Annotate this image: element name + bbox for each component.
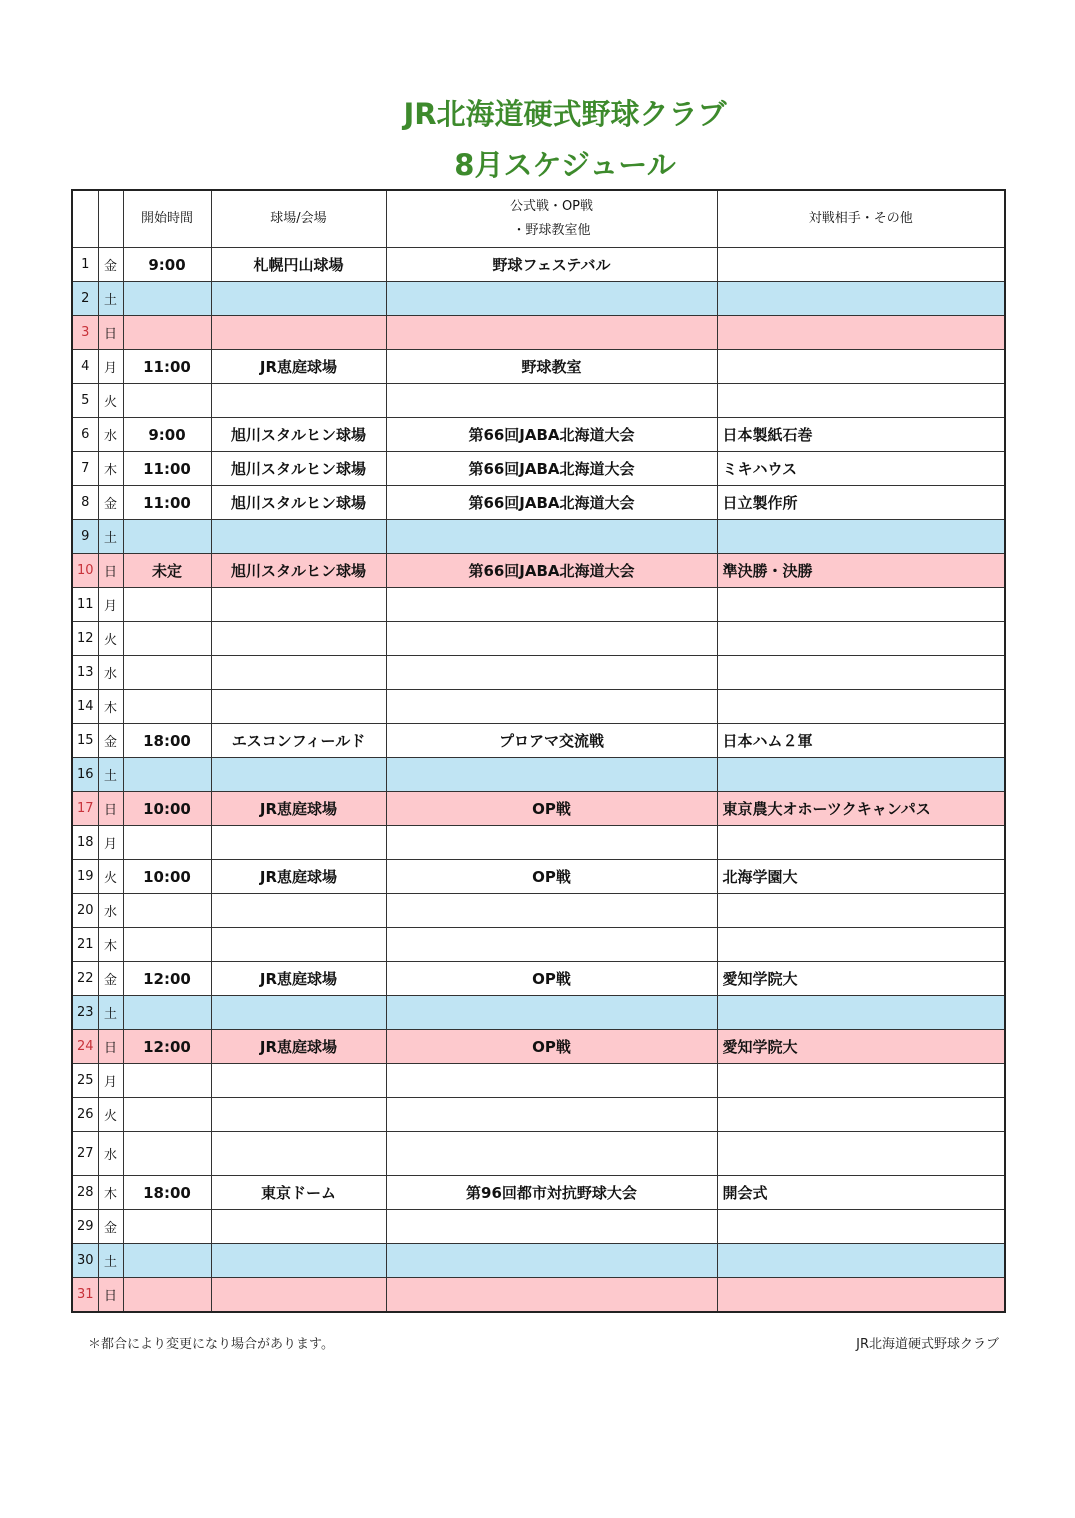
cell-opponent: ミキハウス [717,452,1005,486]
cell-opponent [717,690,1005,724]
cell-date: 9 [72,520,98,554]
table-row [72,962,1005,996]
cell-event [386,1244,717,1278]
cell-weekday: 土 [98,996,123,1030]
header-row [72,190,1005,248]
header-opponent: 対戦相手・その他 [717,190,1005,248]
table-row [72,1176,1005,1210]
table-row [72,350,1005,384]
cell-venue [211,1210,386,1244]
cell-event [386,520,717,554]
cell-date: 21 [72,928,98,962]
cell-start-time: 18:00 [123,724,211,758]
table-row [72,384,1005,418]
cell-venue: 札幌円山球場 [211,248,386,282]
cell-event [386,928,717,962]
table-row [72,1210,1005,1244]
cell-weekday: 土 [98,1244,123,1278]
cell-start-time: 18:00 [123,1176,211,1210]
table-row [72,724,1005,758]
cell-weekday: 木 [98,1176,123,1210]
cell-opponent [717,588,1005,622]
cell-venue [211,520,386,554]
cell-event [386,1132,717,1176]
table-row [72,452,1005,486]
cell-opponent [717,520,1005,554]
cell-start-time [123,1278,211,1313]
cell-date: 23 [72,996,98,1030]
cell-date: 10 [72,554,98,588]
cell-weekday: 月 [98,1064,123,1098]
schedule-table [71,189,1006,1313]
cell-venue [211,622,386,656]
cell-venue [211,588,386,622]
header-event-line2: ・野球教室他 [512,223,591,238]
cell-date: 15 [72,724,98,758]
cell-date: 3 [72,316,98,350]
table-row [72,1244,1005,1278]
cell-date: 17 [72,792,98,826]
cell-event: OP戦 [386,962,717,996]
header-start-time: 開始時間 [123,190,211,248]
cell-weekday: 土 [98,520,123,554]
cell-event [386,1210,717,1244]
cell-opponent [717,1244,1005,1278]
cell-event [386,656,717,690]
cell-venue [211,826,386,860]
cell-venue [211,316,386,350]
header-event-line1: 公式戦・OP戦 [509,199,594,214]
cell-venue: 旭川スタルヒン球場 [211,452,386,486]
cell-date: 2 [72,282,98,316]
cell-weekday: 木 [98,690,123,724]
cell-venue [211,690,386,724]
cell-start-time [123,656,211,690]
footer-note: ＊都合により変更になり場合があります。 [88,1337,334,1352]
table-row [72,486,1005,520]
cell-event: 第66回JABA北海道大会 [386,554,717,588]
table-row [72,588,1005,622]
table-row [72,554,1005,588]
cell-date: 31 [72,1278,98,1313]
cell-date: 5 [72,384,98,418]
table-row [72,996,1005,1030]
cell-event: 野球フェステバル [386,248,717,282]
cell-opponent: 開会式 [717,1176,1005,1210]
cell-start-time [123,588,211,622]
cell-date: 26 [72,1098,98,1132]
cell-event [386,1098,717,1132]
cell-start-time: 9:00 [123,418,211,452]
cell-weekday: 水 [98,894,123,928]
cell-event [386,1064,717,1098]
cell-start-time: 未定 [123,554,211,588]
cell-venue [211,1098,386,1132]
table-row [72,860,1005,894]
cell-venue: 旭川スタルヒン球場 [211,486,386,520]
table-row [72,520,1005,554]
cell-weekday: 日 [98,1278,123,1313]
cell-weekday: 日 [98,316,123,350]
cell-start-time [123,316,211,350]
footer-club-name: JR北海道硬式野球クラブ [856,1337,999,1352]
cell-weekday: 火 [98,1098,123,1132]
cell-opponent [717,894,1005,928]
cell-date: 7 [72,452,98,486]
cell-weekday: 日 [98,1030,123,1064]
table-row [72,656,1005,690]
cell-event: 第66回JABA北海道大会 [386,486,717,520]
cell-opponent: 日立製作所 [717,486,1005,520]
cell-venue [211,928,386,962]
cell-venue: JR恵庭球場 [211,860,386,894]
cell-opponent [717,1278,1005,1313]
cell-weekday: 水 [98,1132,123,1176]
cell-opponent [717,350,1005,384]
cell-date: 22 [72,962,98,996]
cell-start-time: 12:00 [123,1030,211,1064]
cell-date: 18 [72,826,98,860]
cell-start-time [123,1132,211,1176]
cell-start-time [123,690,211,724]
cell-event [386,996,717,1030]
table-row [72,248,1005,282]
cell-start-time [123,1210,211,1244]
table-row [72,690,1005,724]
cell-event [386,826,717,860]
cell-event: OP戦 [386,860,717,894]
cell-venue [211,1278,386,1313]
cell-weekday: 木 [98,452,123,486]
cell-date: 13 [72,656,98,690]
cell-opponent [717,656,1005,690]
cell-weekday: 土 [98,758,123,792]
cell-event [386,1278,717,1313]
table-row [72,316,1005,350]
cell-event [386,894,717,928]
header-event [386,190,717,248]
cell-weekday: 木 [98,928,123,962]
cell-start-time [123,758,211,792]
cell-opponent: 日本ハム２軍 [717,724,1005,758]
cell-venue: 東京ドーム [211,1176,386,1210]
cell-venue: JR恵庭球場 [211,792,386,826]
cell-opponent: 愛知学院大 [717,962,1005,996]
cell-opponent: 愛知学院大 [717,1030,1005,1064]
cell-weekday: 金 [98,248,123,282]
header-weekday [98,190,123,248]
cell-date: 8 [72,486,98,520]
cell-venue [211,1132,386,1176]
cell-venue: JR恵庭球場 [211,350,386,384]
cell-start-time [123,996,211,1030]
cell-start-time [123,282,211,316]
cell-date: 25 [72,1064,98,1098]
cell-date: 28 [72,1176,98,1210]
cell-date: 29 [72,1210,98,1244]
cell-start-time [123,1098,211,1132]
cell-start-time: 10:00 [123,792,211,826]
cell-start-time: 11:00 [123,350,211,384]
cell-date: 30 [72,1244,98,1278]
header-venue: 球場/会場 [211,190,386,248]
cell-start-time [123,928,211,962]
cell-venue [211,384,386,418]
cell-event [386,282,717,316]
table-row [72,418,1005,452]
cell-date: 6 [72,418,98,452]
cell-opponent [717,826,1005,860]
cell-date: 24 [72,1030,98,1064]
cell-venue [211,656,386,690]
cell-date: 27 [72,1132,98,1176]
cell-weekday: 月 [98,588,123,622]
cell-start-time: 11:00 [123,452,211,486]
table-row [72,1030,1005,1064]
page-subtitle: 8月スケジュール [454,148,676,182]
table-row [72,622,1005,656]
cell-venue: JR恵庭球場 [211,962,386,996]
cell-date: 16 [72,758,98,792]
table-row [72,792,1005,826]
cell-event: 第96回都市対抗野球大会 [386,1176,717,1210]
cell-opponent [717,1132,1005,1176]
cell-opponent [717,758,1005,792]
cell-event: OP戦 [386,1030,717,1064]
cell-start-time [123,622,211,656]
cell-event [386,316,717,350]
cell-weekday: 金 [98,1210,123,1244]
cell-opponent [717,1064,1005,1098]
cell-venue [211,758,386,792]
table-row [72,928,1005,962]
cell-event: プロアマ交流戦 [386,724,717,758]
cell-venue [211,996,386,1030]
cell-event [386,622,717,656]
cell-weekday: 月 [98,826,123,860]
cell-event [386,384,717,418]
cell-opponent [717,928,1005,962]
cell-opponent: 日本製紙石巻 [717,418,1005,452]
cell-event: 第66回JABA北海道大会 [386,452,717,486]
cell-start-time: 9:00 [123,248,211,282]
cell-opponent [717,316,1005,350]
table-row [72,1064,1005,1098]
cell-event: 野球教室 [386,350,717,384]
table-row [72,894,1005,928]
cell-start-time: 11:00 [123,486,211,520]
cell-opponent [717,996,1005,1030]
cell-opponent: 北海学園大 [717,860,1005,894]
cell-venue: 旭川スタルヒン球場 [211,554,386,588]
cell-opponent [717,622,1005,656]
cell-date: 11 [72,588,98,622]
header-date [72,190,98,248]
cell-start-time [123,520,211,554]
cell-date: 19 [72,860,98,894]
cell-opponent [717,248,1005,282]
cell-event [386,588,717,622]
cell-start-time: 10:00 [123,860,211,894]
table-row [72,826,1005,860]
cell-weekday: 水 [98,656,123,690]
page-title: JR北海道硬式野球クラブ [403,97,727,131]
cell-weekday: 水 [98,418,123,452]
cell-date: 20 [72,894,98,928]
cell-weekday: 火 [98,622,123,656]
cell-venue: 旭川スタルヒン球場 [211,418,386,452]
cell-venue: JR恵庭球場 [211,1030,386,1064]
cell-venue [211,894,386,928]
cell-date: 12 [72,622,98,656]
cell-venue [211,282,386,316]
cell-start-time: 12:00 [123,962,211,996]
cell-weekday: 火 [98,860,123,894]
cell-event: OP戦 [386,792,717,826]
cell-weekday: 火 [98,384,123,418]
cell-venue [211,1244,386,1278]
cell-start-time [123,384,211,418]
cell-weekday: 日 [98,792,123,826]
cell-weekday: 月 [98,350,123,384]
cell-start-time [123,826,211,860]
cell-start-time [123,894,211,928]
cell-venue [211,1064,386,1098]
table-row [72,1098,1005,1132]
cell-weekday: 金 [98,486,123,520]
cell-weekday: 日 [98,554,123,588]
table-row [72,282,1005,316]
cell-date: 1 [72,248,98,282]
table-row [72,758,1005,792]
cell-opponent [717,282,1005,316]
cell-opponent [717,1210,1005,1244]
cell-venue: エスコンフィールド [211,724,386,758]
cell-weekday: 金 [98,962,123,996]
cell-event [386,758,717,792]
cell-start-time [123,1244,211,1278]
cell-opponent [717,384,1005,418]
table-row [72,1132,1005,1176]
cell-date: 14 [72,690,98,724]
cell-weekday: 金 [98,724,123,758]
cell-start-time [123,1064,211,1098]
cell-opponent: 東京農大オホーツクキャンパス [717,792,1005,826]
table-row [72,1278,1005,1313]
cell-weekday: 土 [98,282,123,316]
cell-opponent: 準決勝・決勝 [717,554,1005,588]
cell-date: 4 [72,350,98,384]
cell-opponent [717,1098,1005,1132]
cell-event: 第66回JABA北海道大会 [386,418,717,452]
cell-event [386,690,717,724]
